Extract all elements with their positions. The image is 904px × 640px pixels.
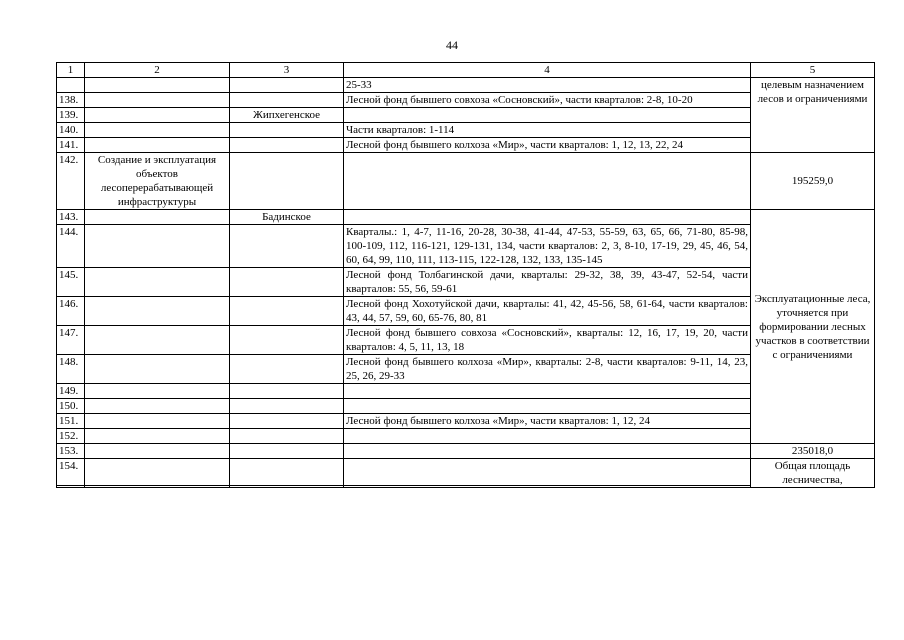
row-num: 154. [57,459,85,486]
purpose-cell [85,78,230,93]
district-cell [230,297,344,326]
purpose-cell [85,399,230,414]
quarters-cell: Лесной фонд бывшего колхоза «Мир», части кварталов: 1, 12, 13, 22, 24 [344,138,751,153]
quarters-cell [344,459,751,486]
purpose-cell [85,414,230,429]
col-header-2: 2 [85,63,230,78]
area-cell: 195259,0 [751,153,875,210]
purpose-cell [85,210,230,225]
district-cell [230,444,344,459]
purpose-cell [85,268,230,297]
purpose-cell [85,225,230,268]
page-number: 44 [446,38,458,52]
district-cell [230,414,344,429]
district-cell [230,326,344,355]
quarters-cell [344,444,751,459]
notes-cell: Общая площадь лесничества, [751,459,875,488]
notes-cell: Эксплуатационные леса, уточняется при формировании лесных участков в соответствии с ограничениями [751,210,875,444]
quarters-cell: Лесной фонд бывшего совхоза «Сосновский», части кварталов: 2-8, 10-20 [344,93,751,108]
header-row [57,63,875,78]
row-num: 145. [57,268,85,297]
purpose-cell: Создание и эксплуатация объектов лесоперерабатывающей инфраструктуры [85,153,230,210]
district-cell: Жипхегенское [230,108,344,123]
quarters-cell [344,399,751,414]
row-num [57,486,85,488]
row-num: 143. [57,210,85,225]
row-num: 144. [57,225,85,268]
purpose-cell [85,108,230,123]
table-row [57,459,875,486]
row-num [57,78,85,93]
area-cell: 235018,0 [751,444,875,459]
district-cell [230,153,344,210]
notes-cell: целевым назначением лесов и ограничениями [751,78,875,153]
row-num: 148. [57,355,85,384]
purpose-cell [85,444,230,459]
row-num: 142. [57,153,85,210]
purpose-cell [85,138,230,153]
purpose-cell [85,355,230,384]
table-row [57,153,875,210]
district-cell [230,225,344,268]
quarters-cell: Кварталы.: 1, 4-7, 11-16, 20-28, 30-38, 41-44, 47-53, 55-59, 63, 65, 66, 71-80, 85-98, 100-109, 112, 116-121, 129-131, 134, части кварталов: 2, 3, 8-10, 17-19, 29, 45, 46, 54, 60, 64, 99, 110, 111, 113-115, 122-128, 132, 133, 135-145 [344,225,751,268]
row-num: 149. [57,384,85,399]
district-cell [230,268,344,297]
row-num: 153. [57,444,85,459]
purpose-cell [85,459,230,486]
quarters-cell [344,210,751,225]
quarters-cell: Лесной фонд бывшего совхоза «Сосновский», кварталы: 12, 16, 17, 19, 20, части кварталов: 4, 5, 11, 13, 18 [344,326,751,355]
purpose-cell [85,93,230,108]
quarters-cell: Лесной фонд бывшего колхоза «Мир», кварталы: 2-8, части кварталов: 9-11, 14, 23, 25, 26, 29-33 [344,355,751,384]
col-header-4: 4 [344,63,751,78]
table-row [57,78,875,93]
row-num: 141. [57,138,85,153]
row-num: 139. [57,108,85,123]
col-header-1: 1 [57,63,85,78]
quarters-cell [344,153,751,210]
quarters-cell [344,384,751,399]
district-cell [230,384,344,399]
forest-table [56,62,875,488]
row-num: 152. [57,429,85,444]
quarters-cell [344,486,751,488]
district-cell [230,399,344,414]
purpose-cell [85,123,230,138]
quarters-cell: 25-33 [344,78,751,93]
row-num: 146. [57,297,85,326]
district-cell [230,459,344,486]
district-cell [230,123,344,138]
purpose-cell [85,486,230,488]
row-num: 150. [57,399,85,414]
col-header-3: 3 [230,63,344,78]
quarters-cell [344,108,751,123]
district-cell [230,93,344,108]
purpose-cell [85,384,230,399]
district-cell [230,78,344,93]
district-cell [230,138,344,153]
quarters-cell [344,429,751,444]
district-cell: Бадинское [230,210,344,225]
col-header-5: 5 [751,63,875,78]
purpose-cell [85,429,230,444]
quarters-cell: Части кварталов: 1-114 [344,123,751,138]
purpose-cell [85,326,230,355]
row-num: 151. [57,414,85,429]
table-row [57,210,875,225]
row-num: 147. [57,326,85,355]
row-num: 140. [57,123,85,138]
table-row [57,444,875,459]
quarters-cell: Лесной фонд Хохотуйской дачи, кварталы: 41, 42, 45-56, 58, 61-64, части кварталов: 43, 44, 57, 59, 60, 65-76, 80, 81 [344,297,751,326]
purpose-cell [85,297,230,326]
district-cell [230,486,344,488]
district-cell [230,355,344,384]
row-num: 138. [57,93,85,108]
table-body [57,63,875,488]
quarters-cell: Лесной фонд Толбагинской дачи, кварталы: 29-32, 38, 39, 43-47, 52-54, части кварталов: 55, 56, 59-61 [344,268,751,297]
quarters-cell: Лесной фонд бывшего колхоза «Мир», части кварталов: 1, 12, 24 [344,414,751,429]
district-cell [230,429,344,444]
